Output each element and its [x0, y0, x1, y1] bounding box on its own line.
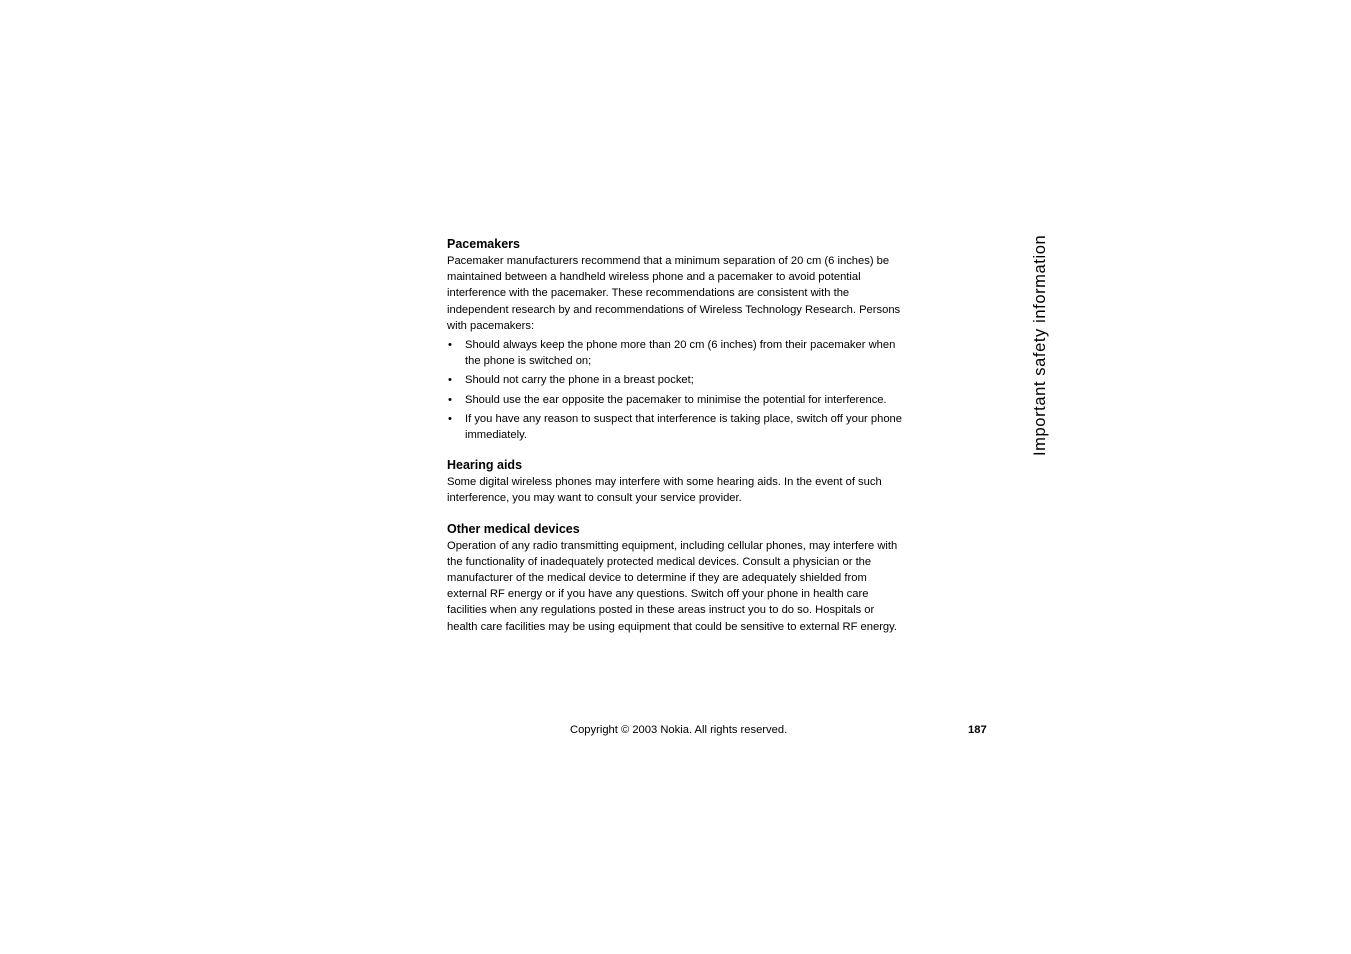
list-item-text: Should not carry the phone in a breast pocket;	[465, 374, 694, 387]
list-item	[447, 392, 907, 408]
page-number: 187	[968, 724, 987, 736]
chapter-side-title: Important safety information	[1031, 234, 1049, 456]
page-content	[447, 236, 907, 635]
section-body: Operation of any radio transmitting equipment, including cellular phones, may interfere with the functionality of inadequately protected medical devices. Consult a physician or the manufacturer of the medical device to determine if they are adequately shielded from external RF energy or if you have any questions. Switch off your phone in health care facilities when any regulations posted in these areas instruct you to do so. Hospitals or health care facilities may be using equipment that could be sensitive to external RF energy.	[447, 539, 898, 633]
list-item	[447, 411, 907, 443]
section-title: Pacemakers	[447, 237, 520, 251]
list-item-text: Should always keep the phone more than 20 cm (6 inches) from their pacemaker when the phone is switched on;	[465, 339, 896, 368]
list-item	[447, 337, 907, 369]
section-title: Other medical devices	[447, 521, 580, 536]
bullet-icon: •	[448, 374, 452, 387]
section-title: Hearing aids	[447, 458, 523, 473]
list-item-text: If you have any reason to suspect that interference is taking place, switch off your phone immediately.	[465, 412, 902, 442]
list-item-text: Should use the ear opposite the pacemaker to minimise the potential for interference.	[465, 393, 887, 406]
copyright-notice: Copyright © 2003 Nokia. All rights reserved.	[570, 724, 788, 736]
section-pacemakers	[447, 236, 907, 443]
bullet-icon: •	[448, 393, 452, 406]
bullet-icon: •	[448, 412, 452, 425]
section-other-medical-devices	[447, 521, 907, 635]
section-body: Some digital wireless phones may interfere with some hearing aids. In the event of such interference, you may want to consult your service provider.	[447, 476, 882, 505]
bullet-list	[447, 337, 907, 443]
list-item	[447, 372, 907, 388]
section-hearing-aids	[447, 457, 907, 506]
section-body: Pacemaker manufacturers recommend that a minimum separation of 20 cm (6 inches) be maintained between a handheld wireless phone and a pacemaker to avoid potential interference with the pacemaker. These recommendations are consistent with the independent research by and recommendations of Wireless Technology Research. Persons with pacemakers:	[447, 255, 901, 332]
bullet-icon: •	[448, 339, 452, 352]
